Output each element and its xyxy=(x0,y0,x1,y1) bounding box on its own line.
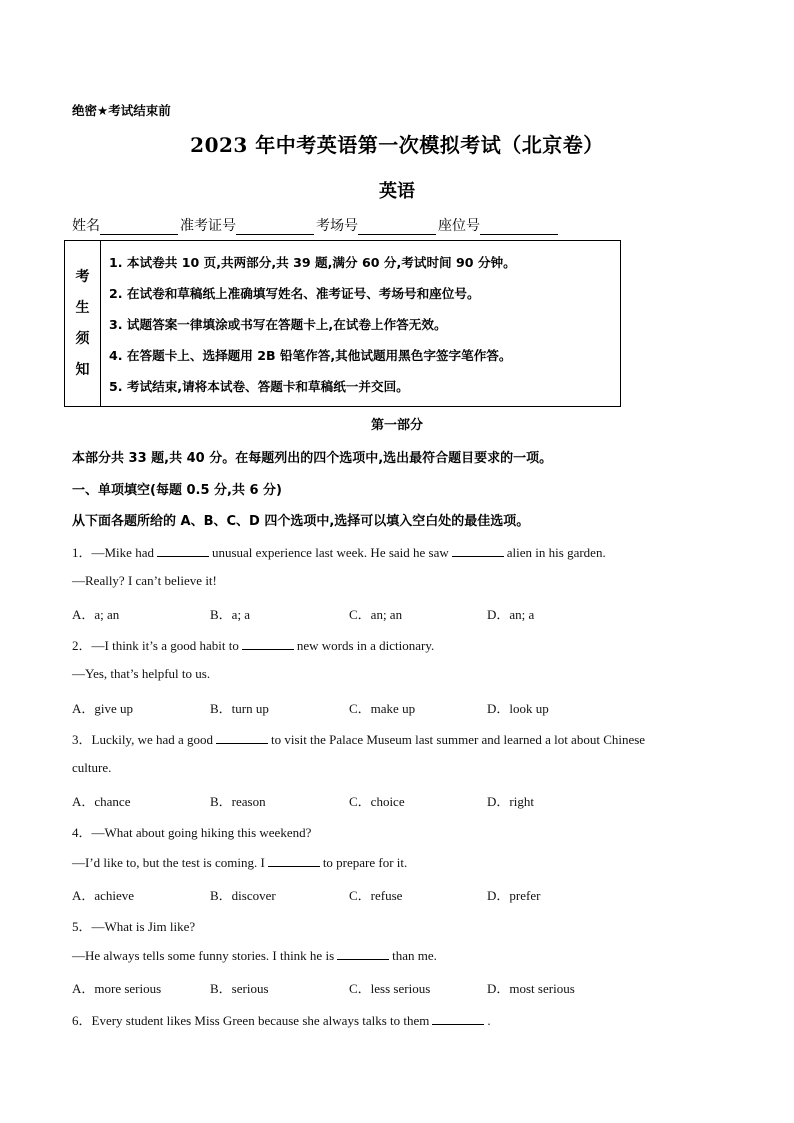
notice-item: 5. 考试结束,请将本试卷、答题卡和草稿纸一并交回。 xyxy=(109,379,409,394)
notice-heading xyxy=(65,241,101,406)
subject-title: 英语 xyxy=(379,181,415,202)
seat-label: 座位号 xyxy=(438,218,480,234)
notice-heading-char: 须 xyxy=(75,330,90,347)
option-d[interactable]: D．right xyxy=(487,794,534,809)
option-c[interactable]: C．an; an xyxy=(349,607,403,622)
answer-blank xyxy=(432,1012,484,1025)
answer-blank xyxy=(268,854,320,867)
question-2 xyxy=(72,635,434,654)
question-text: to prepare for it. xyxy=(322,855,408,870)
question-4: 4．—What about going hiking this weekend? xyxy=(72,825,312,840)
answer-blank xyxy=(157,544,209,557)
option-b[interactable]: B．a; a xyxy=(210,607,251,622)
question-1-options xyxy=(72,604,672,620)
option-c[interactable]: C．less serious xyxy=(349,981,431,996)
question-text: alien in his garden. xyxy=(506,545,606,560)
question-text: to visit the Palace Museum last summer and learned a lot about Chinese xyxy=(271,732,646,747)
question-3 xyxy=(72,729,645,748)
question-text: . xyxy=(487,1013,491,1028)
question-3-continued: culture. xyxy=(72,760,112,775)
question-1-reply: —Really? I can’t believe it! xyxy=(72,573,217,588)
notice-item: 4. 在答题卡上、选择题用 2B 铅笔作答,其他试题用黑色字签字笔作答。 xyxy=(109,348,512,363)
question-text: 3．Luckily, we had a good xyxy=(72,732,214,747)
option-a[interactable]: A．achieve xyxy=(72,888,135,903)
question-text: new words in a dictionary. xyxy=(296,638,435,653)
option-d[interactable]: D．prefer xyxy=(487,888,541,903)
option-d[interactable]: D．look up xyxy=(487,701,549,716)
answer-blank xyxy=(337,947,389,960)
name-label: 姓名 xyxy=(72,218,100,234)
room-blank[interactable] xyxy=(358,218,436,235)
question-2-reply: —Yes, that’s helpful to us. xyxy=(72,666,211,681)
candidate-info-row xyxy=(72,215,560,235)
question-text: 2．—I think it’s a good habit to xyxy=(72,638,239,653)
candidate-notice-box xyxy=(64,240,621,407)
room-label: 考场号 xyxy=(316,218,358,234)
option-b[interactable]: B．discover xyxy=(210,888,276,903)
notice-list xyxy=(101,241,620,406)
notice-item: 1. 本试卷共 10 页,共两部分,共 39 题,满分 60 分,考试时间 90 分钟。 xyxy=(109,255,516,270)
option-b[interactable]: B．serious xyxy=(210,981,269,996)
question-3-options xyxy=(72,791,672,807)
option-c[interactable]: C．choice xyxy=(349,794,405,809)
option-c[interactable]: C．refuse xyxy=(349,888,403,903)
question-text: 1．—Mike had xyxy=(72,545,154,560)
section-title: 一、单项填空(每题 0.5 分,共 6 分) xyxy=(72,483,282,498)
question-text: 6．Every student likes Miss Green because she always talks to them xyxy=(72,1013,430,1028)
notice-heading-char: 生 xyxy=(75,299,90,316)
part-intro: 本部分共 33 题,共 40 分。在每题列出的四个选项中,选出最符合题目要求的一项。 xyxy=(72,451,553,466)
question-2-options xyxy=(72,698,672,714)
confidential-label: 绝密★考试结束前 xyxy=(72,103,171,118)
notice-heading-char: 知 xyxy=(75,361,90,378)
option-a[interactable]: A．chance xyxy=(72,794,131,809)
answer-blank xyxy=(452,544,504,557)
name-blank[interactable] xyxy=(100,218,178,235)
option-a[interactable]: A．give up xyxy=(72,701,134,716)
seat-blank[interactable] xyxy=(480,218,558,235)
answer-blank xyxy=(242,637,294,650)
notice-heading-char: 考 xyxy=(75,268,90,285)
question-5-reply xyxy=(72,947,437,964)
option-d[interactable]: D．most serious xyxy=(487,981,575,996)
question-1 xyxy=(72,542,606,561)
option-c[interactable]: C．make up xyxy=(349,701,416,716)
option-d[interactable]: D．an; a xyxy=(487,607,535,622)
question-5-options xyxy=(72,978,672,994)
part-heading: 第一部分 xyxy=(370,418,423,433)
option-a[interactable]: A．a; an xyxy=(72,607,120,622)
notice-item: 2. 在试卷和草稿纸上准确填写姓名、准考证号、考场号和座位号。 xyxy=(109,286,480,301)
exam-id-blank[interactable] xyxy=(236,218,314,235)
notice-item: 3. 试题答案一律填涂或书写在答题卡上,在试卷上作答无效。 xyxy=(109,317,447,332)
question-text: —I’d like to, but the test is coming. I xyxy=(72,855,265,870)
question-4-options xyxy=(72,885,672,901)
question-text: than me. xyxy=(392,948,437,963)
exam-id-label: 准考证号 xyxy=(180,218,236,234)
exam-title: 2023 年中考英语第一次模拟考试（北京卷） xyxy=(190,133,604,157)
question-5: 5．—What is Jim like? xyxy=(72,919,196,934)
question-text: unusual experience last week. He said he saw xyxy=(211,545,449,560)
option-b[interactable]: B．turn up xyxy=(210,701,269,716)
option-b[interactable]: B．reason xyxy=(210,794,266,809)
option-a[interactable]: A．more serious xyxy=(72,981,162,996)
question-text: —He always tells some funny stories. I think he is xyxy=(72,948,335,963)
question-4-reply xyxy=(72,854,407,871)
question-6 xyxy=(72,1010,491,1029)
section-instruction: 从下面各题所给的 A、B、C、D 四个选项中,选择可以填入空白处的最佳选项。 xyxy=(72,514,530,529)
answer-blank xyxy=(216,731,268,744)
